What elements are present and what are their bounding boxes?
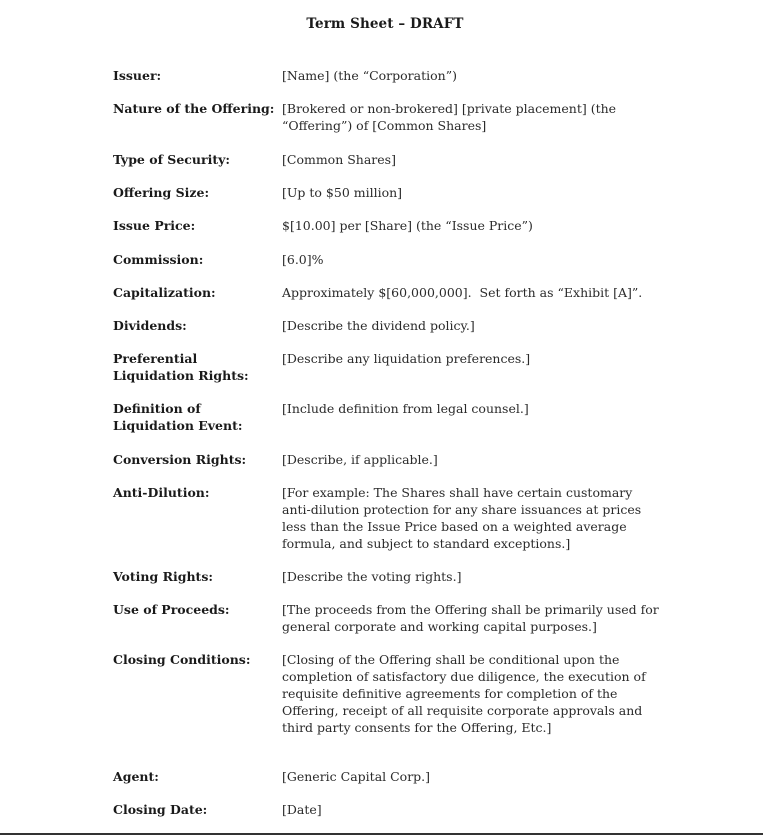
term-label: Closing Date: bbox=[113, 802, 208, 817]
term-label: Conversion Rights: bbox=[113, 452, 247, 467]
term-label: Use of Proceeds: bbox=[113, 602, 230, 617]
term-value: [Common Shares] bbox=[282, 152, 396, 167]
term-label: Agent: bbox=[113, 769, 159, 784]
term-label: Anti-Dilution: bbox=[113, 485, 210, 500]
term-value: [For example: The Shares shall have certain customary anti-dilution protection for any share issuances at prices less than the Issue Price based on a weighted average formula, and subject to standard exceptions.] bbox=[282, 485, 642, 551]
term-value: [Up to $50 million] bbox=[282, 185, 403, 200]
term-value: [Generic Capital Corp.] bbox=[282, 769, 431, 784]
term-label bbox=[113, 350, 278, 384]
term-value: [Describe the dividend policy.] bbox=[282, 318, 475, 333]
term-label: Nature of the Offering: bbox=[113, 101, 275, 116]
term-value: [Closing of the Offering shall be conditional upon the completion of satisfactory due diligence, the execution of requisite definitive agreements for completion of the Offering, receipt of all requisite corporate approvals and third party consents for the Offering, Etc.] bbox=[282, 652, 646, 735]
term-label: Dividends: bbox=[113, 318, 187, 333]
term-label: Offering Size: bbox=[113, 185, 210, 200]
term-value: [Include definition from legal counsel.] bbox=[282, 401, 529, 416]
term-value: [Brokered or non-brokered] [private placement] (the “Offering”) of [Common Shares] bbox=[282, 101, 617, 133]
term-value: [The proceeds from the Offering shall be primarily used for general corporate and working capital purposes.] bbox=[282, 602, 659, 634]
term-label: Issuer: bbox=[113, 68, 162, 83]
term-value: [Describe, if applicable.] bbox=[282, 452, 438, 467]
term-label-line: Liquidation Event: bbox=[113, 418, 243, 433]
term-label: Commission: bbox=[113, 252, 204, 267]
term-label bbox=[113, 400, 278, 434]
term-value: Approximately $[60,000,000]. Set forth as “Exhibit [A]”. bbox=[282, 285, 643, 300]
term-label-line: Definition of bbox=[113, 401, 201, 416]
term-label: Closing Conditions: bbox=[113, 652, 251, 667]
term-label: Voting Rights: bbox=[113, 569, 213, 584]
term-value: [Describe any liquidation preferences.] bbox=[282, 351, 531, 366]
term-value: $[10.00] per [Share] (the “Issue Price”) bbox=[282, 218, 533, 233]
term-value: [Name] (the “Corporation”) bbox=[282, 68, 457, 83]
term-value: [6.0]% bbox=[282, 252, 324, 267]
term-label-line: Preferential bbox=[113, 351, 198, 366]
term-label-line: Liquidation Rights: bbox=[113, 368, 249, 383]
document-title: Term Sheet – DRAFT bbox=[306, 16, 464, 32]
term-label: Capitalization: bbox=[113, 285, 216, 300]
term-label: Issue Price: bbox=[113, 218, 196, 233]
term-label: Type of Security: bbox=[113, 152, 230, 167]
term-value: [Describe the voting rights.] bbox=[282, 569, 462, 584]
page-bottom-border bbox=[0, 833, 763, 835]
term-value: [Date] bbox=[282, 802, 322, 817]
